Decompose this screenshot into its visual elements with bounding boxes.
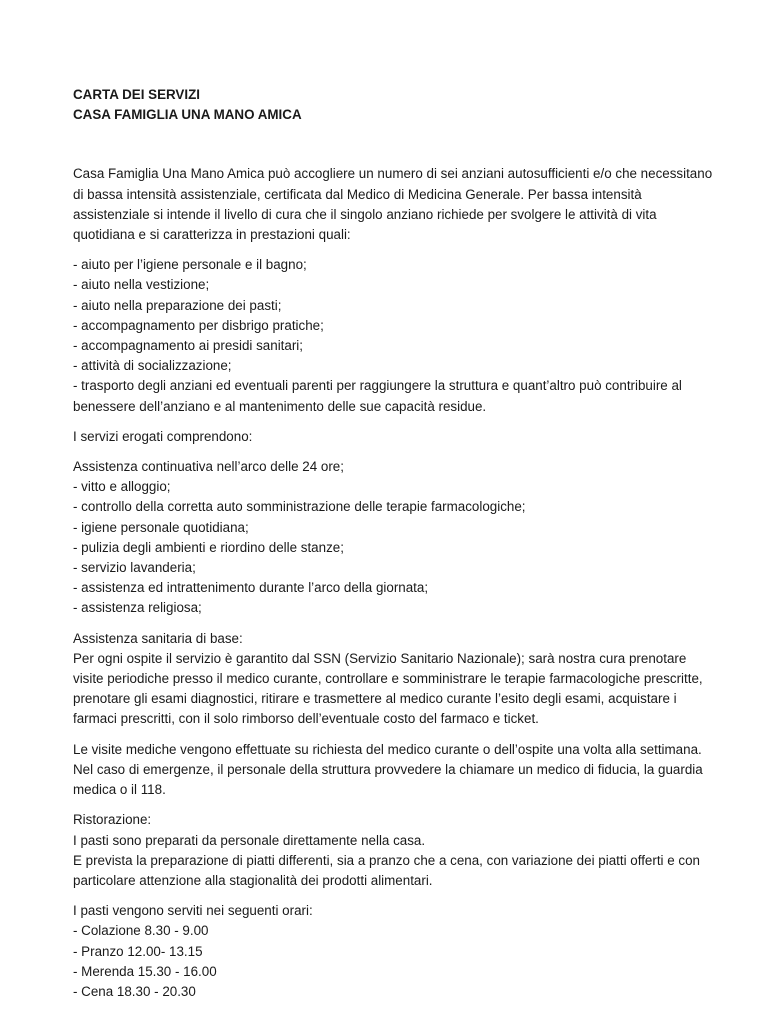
- ristorazione-section: [73, 810, 713, 891]
- list-item: - Colazione 8.30 - 9.00: [73, 923, 209, 939]
- prestazioni-list: [73, 255, 713, 417]
- list-item: - aiuto per l’igiene personale e il bagno;: [73, 257, 307, 273]
- section-heading: I pasti vengono serviti nei seguenti orari:: [73, 903, 313, 919]
- orari-section: [73, 901, 713, 1002]
- list-item: - Cena 18.30 - 20.30: [73, 983, 196, 999]
- intro-paragraph: Casa Famiglia Una Mano Amica può accogliere un numero di sei anziani autosufficienti e/o che necessitano di bassa intensità assistenziale, certificata dal Medico di Medicina Generale. Per bassa intensità assistenziale si intende il livello di cura che il singolo anziano richiede per svolgere le attività di vita quotidiana e si caratterizza in prestazioni quali:: [73, 166, 713, 243]
- document-title: [73, 85, 713, 125]
- list-item: - controllo della corretta auto somministrazione delle terapie farmacologiche;: [73, 499, 526, 515]
- list-item: - aiuto nella vestizione;: [73, 277, 210, 293]
- section-heading: Assistenza continuativa nell’arco delle 24 ore;: [73, 459, 344, 475]
- visite-mediche-paragraph: Le visite mediche vengono effettuate su richiesta del medico curante o dell’ospite una volta alla settimana. Nel caso di emergenze, il personale della struttura provvedere la chiamare un medico di fiducia, la guardia medica o il 118.: [73, 741, 703, 798]
- list-item: - aiuto nella preparazione dei pasti;: [73, 297, 282, 313]
- assistenza-sanitaria-section: [73, 629, 713, 730]
- section-text: I pasti sono preparati da personale direttamente nella casa.: [73, 832, 426, 848]
- document-page: [73, 85, 713, 1012]
- list-item: - servizio lavanderia;: [73, 560, 196, 576]
- section-heading: Ristorazione:: [73, 812, 152, 828]
- list-item: - trasporto degli anziani ed eventuali parenti per raggiungere la struttura e quant’altro può contribuire al benessere dell’anziano e al mantenimento delle sue capacità residue.: [73, 378, 682, 414]
- section-text: E prevista la preparazione di piatti differenti, sia a pranzo che a cena, con variazione dei piatti offerti e con particolare attenzione alla stagionalità dei prodotti alimentari.: [73, 852, 701, 888]
- servizi-intro: I servizi erogati comprendono:: [73, 428, 253, 444]
- assistenza-continuativa-section: [73, 457, 713, 619]
- list-item: - pulizia degli ambienti e riordino delle stanze;: [73, 539, 344, 555]
- list-item: - Pranzo 12.00- 13.15: [73, 943, 203, 959]
- list-item: - assistenza ed intrattenimento durante l’arco della giornata;: [73, 580, 429, 596]
- list-item: - assistenza religiosa;: [73, 600, 202, 616]
- section-heading: Assistenza sanitaria di base:: [73, 630, 243, 646]
- list-item: - accompagnamento ai presidi sanitari;: [73, 338, 303, 354]
- title-line-2: CASA FAMIGLIA UNA MANO AMICA: [73, 107, 302, 123]
- list-item: - Merenda 15.30 - 16.00: [73, 963, 217, 979]
- list-item: - accompagnamento per disbrigo pratiche;: [73, 317, 324, 333]
- list-item: - attività di socializzazione;: [73, 358, 232, 374]
- list-item: - vitto e alloggio;: [73, 479, 171, 495]
- list-item: - igiene personale quotidiana;: [73, 519, 249, 535]
- title-line-1: CARTA DEI SERVIZI: [73, 87, 200, 102]
- section-text: Per ogni ospite il servizio è garantito dal SSN (Servizio Sanitario Nazionale); sarà nostra cura prenotare visite periodiche presso il medico curante, controllare e somministrare le terapie farmacologiche prescritte, prenotare gli esami diagnostici, ritirare e trasmettere al medico curante l’esito degli esami, acquistare i farmaci prescritti, con il solo rimborso dell’eventuale costo del farmaco e ticket.: [73, 650, 703, 727]
